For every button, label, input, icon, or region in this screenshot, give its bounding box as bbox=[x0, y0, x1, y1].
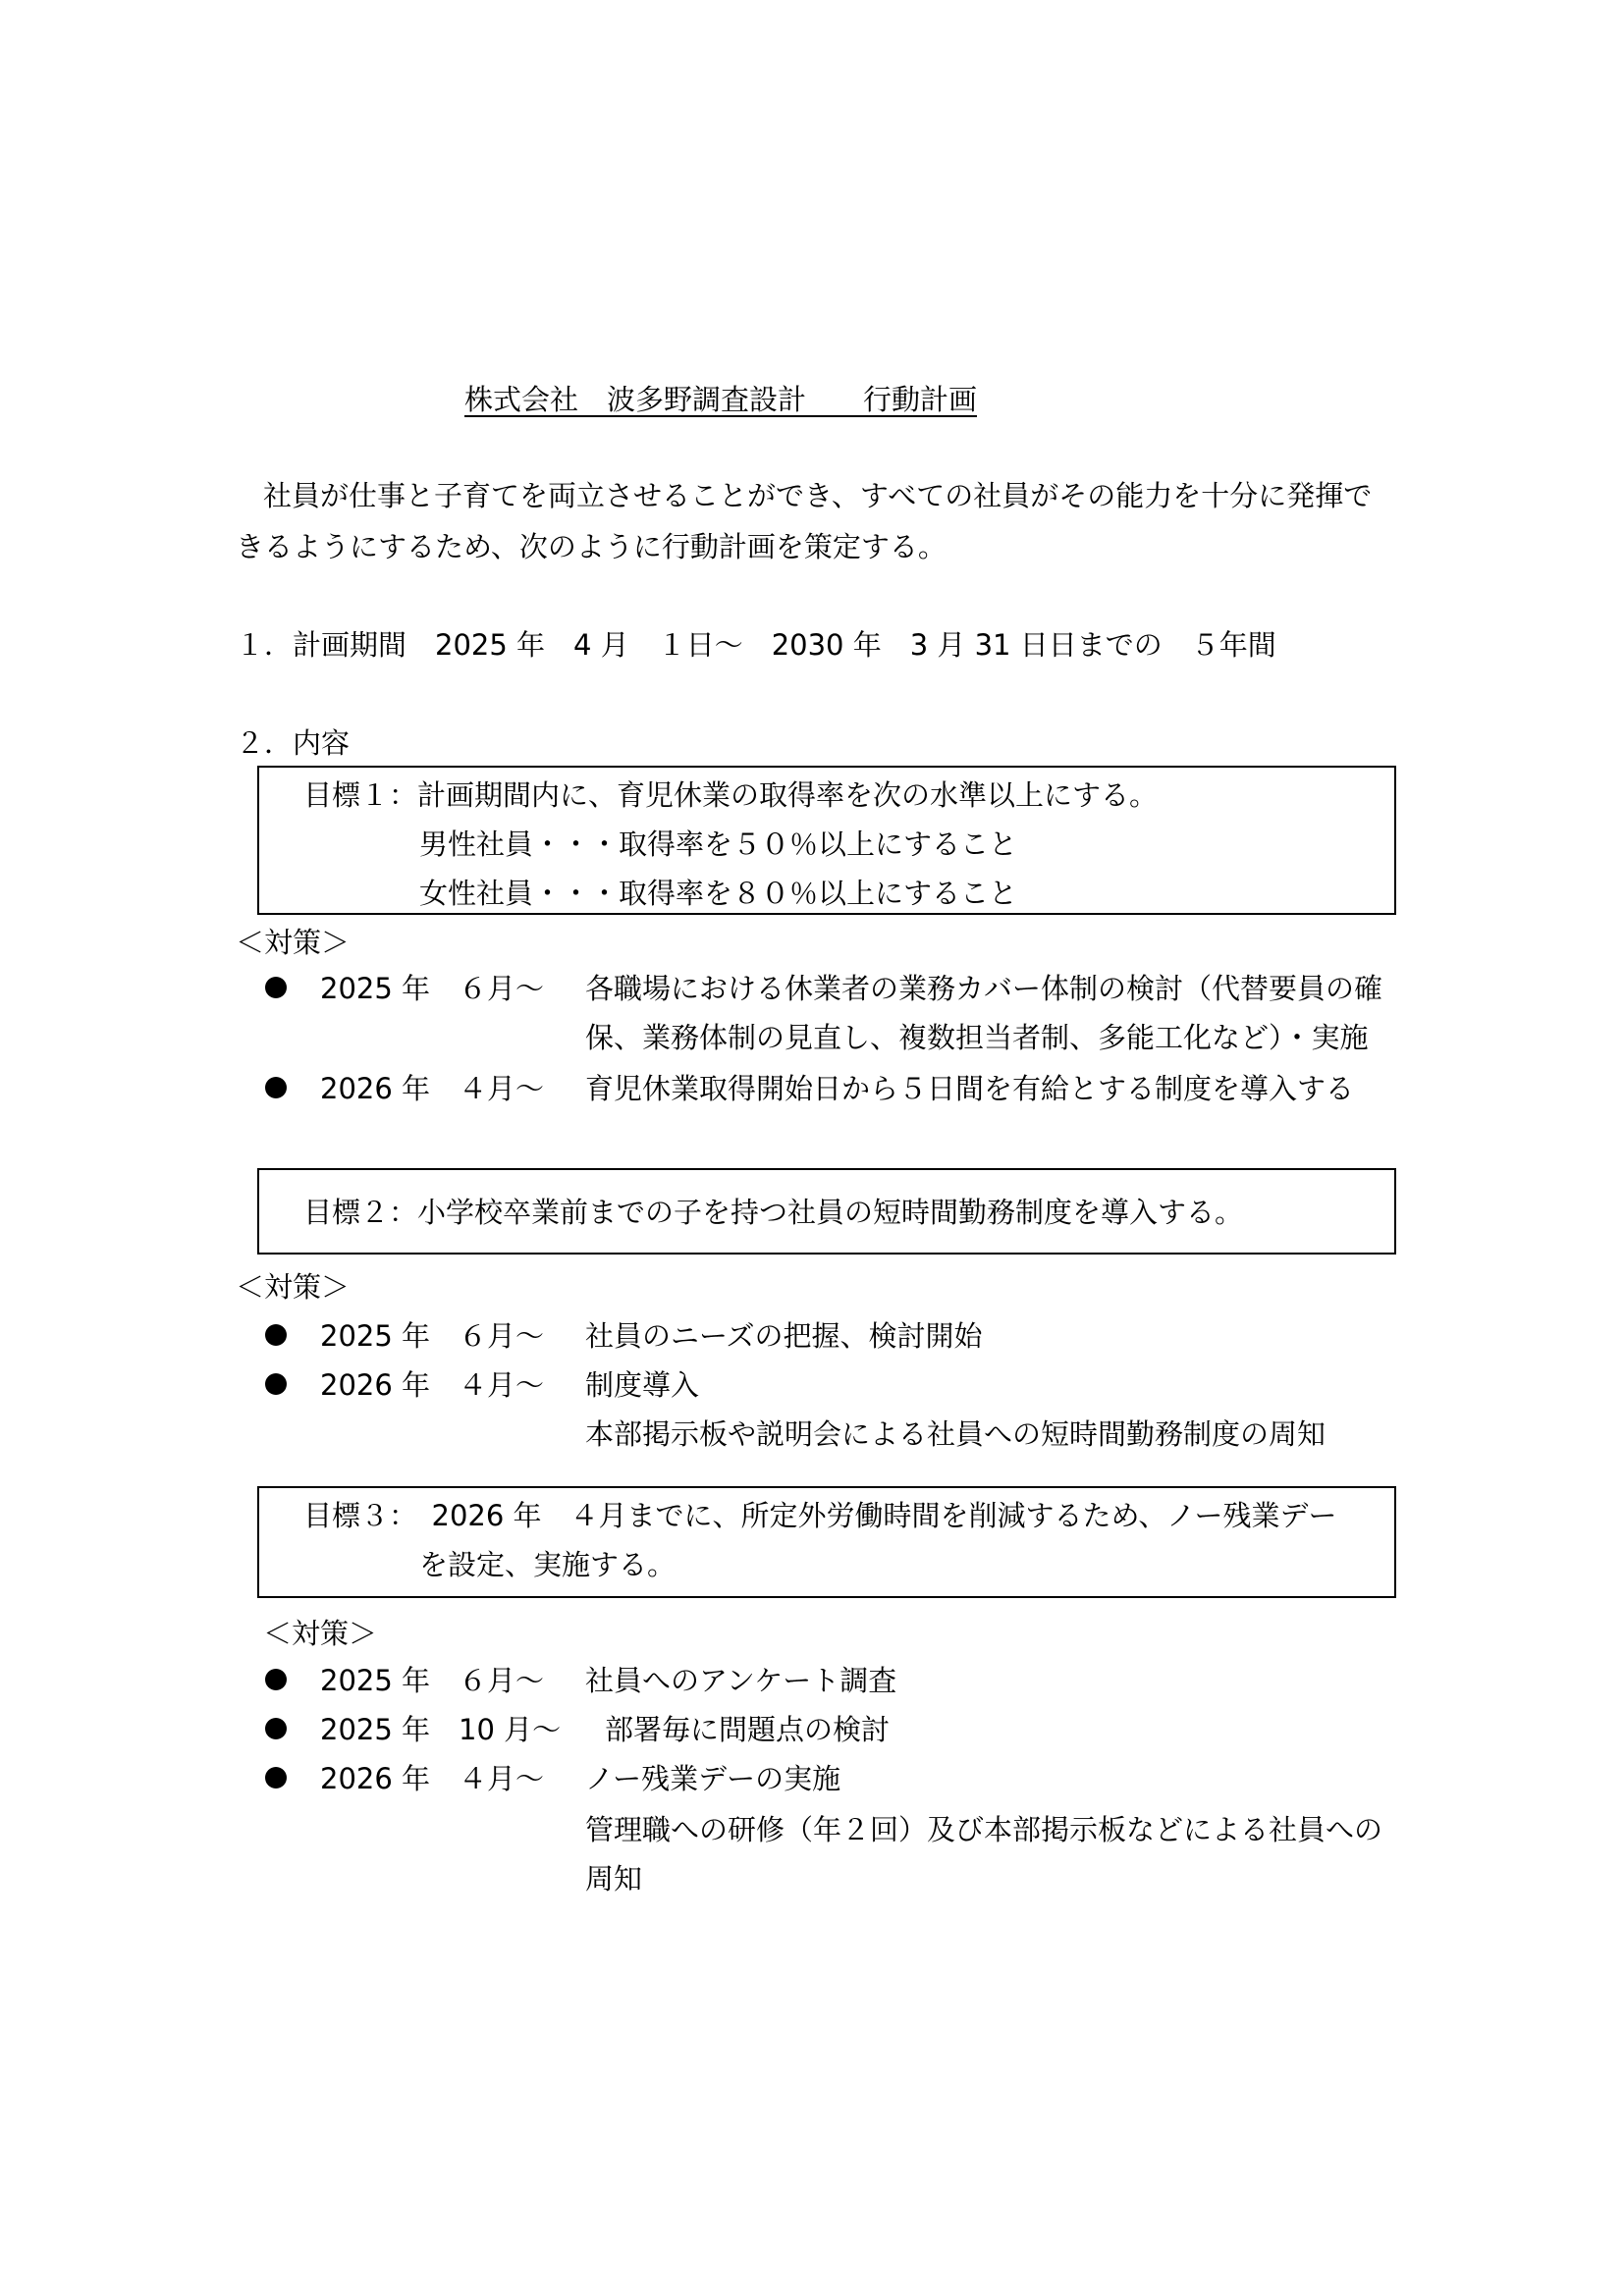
bullet-icon bbox=[265, 1373, 287, 1395]
goal-2-measure-1-text: 社員のニーズの把握、検討開始 bbox=[585, 1319, 983, 1353]
goal-1-measure-1-date: 2025 年 ６月～ bbox=[320, 972, 545, 1005]
goal-3-measure-3-date: 2026 年 ４月～ bbox=[320, 1762, 545, 1795]
goal-2-measure-1-date: 2025 年 ６月～ bbox=[320, 1319, 545, 1353]
page-title: 株式会社 波多野調査設計 行動計画 bbox=[464, 383, 978, 416]
contents-heading: ２．内容 bbox=[236, 726, 351, 760]
goal-2-heading: 目標２：小学校卒業前までの子を持つ社員の短時間勤務制度を導入する。 bbox=[303, 1196, 1244, 1229]
goal-1-measure-2-text: 育児休業取得開始日から５日間を有給とする制度を導入する bbox=[585, 1072, 1355, 1105]
goal-1-female: 女性社員・・・取得率を８０％以上にすること bbox=[419, 877, 1018, 910]
goal-3-measure-2-text: 部署毎に問題点の検討 bbox=[605, 1713, 891, 1746]
goal-2-measure-2-date: 2026 年 ４月～ bbox=[320, 1368, 545, 1402]
goal-2-measures-label: ＜対策＞ bbox=[236, 1270, 351, 1304]
goal-3-heading: 目標３： 2026 年 ４月までに、所定外労働時間を削減するため、ノー残業デー bbox=[303, 1499, 1337, 1532]
goal-3-measure-1-date: 2025 年 ６月～ bbox=[320, 1664, 545, 1697]
goal-3-measures-label: ＜対策＞ bbox=[263, 1617, 378, 1650]
goal-1-heading: 目標１：計画期間内に、育児休業の取得率を次の水準以上にする。 bbox=[303, 778, 1159, 812]
plan-period: １．計画期間 2025 年 4 月 １日～ 2030 年 3 月 31 日日までの ５年間 bbox=[236, 628, 1276, 662]
bullet-icon bbox=[265, 1767, 287, 1789]
goal-1-measure-2-date: 2026 年 ４月～ bbox=[320, 1072, 545, 1105]
goal-3-measure-3-text: ノー残業デーの実施 bbox=[585, 1762, 841, 1795]
goal-2-measure-2-cont: 本部掲示板や説明会による社員への短時間勤務制度の周知 bbox=[585, 1417, 1326, 1451]
bullet-icon bbox=[265, 1324, 287, 1346]
goal-1-measures-label: ＜対策＞ bbox=[236, 926, 351, 959]
bullet-icon bbox=[265, 1718, 287, 1739]
bullet-icon bbox=[265, 1077, 287, 1098]
bullet-icon bbox=[265, 977, 287, 998]
goal-3-measure-3-cont2: 周知 bbox=[585, 1862, 643, 1896]
intro-line-1: 社員が仕事と子育てを両立させることができ、すべての社員がその能力を十分に発揮で bbox=[263, 479, 1373, 512]
goal-2-measure-2-text: 制度導入 bbox=[585, 1368, 700, 1402]
goal-1-measure-1-text: 各職場における休業者の業務カバー体制の検討（代替要員の確 bbox=[585, 972, 1383, 1005]
goal-1-male: 男性社員・・・取得率を５０％以上にすること bbox=[419, 828, 1018, 861]
goal-3-heading-cont: を設定、実施する。 bbox=[419, 1548, 677, 1581]
goal-3-measure-1-text: 社員へのアンケート調査 bbox=[585, 1664, 897, 1697]
goal-3-measure-2-date: 2025 年 10 月～ bbox=[320, 1713, 562, 1746]
goal-3-measure-3-cont: 管理職への研修（年２回）及び本部掲示板などによる社員への bbox=[585, 1813, 1383, 1846]
intro-line-2: きるようにするため、次のように行動計画を策定する。 bbox=[236, 530, 947, 563]
goal-1-measure-1-cont: 保、業務体制の見直し、複数担当者制、多能工化など）・実施 bbox=[585, 1021, 1369, 1054]
bullet-icon bbox=[265, 1669, 287, 1690]
